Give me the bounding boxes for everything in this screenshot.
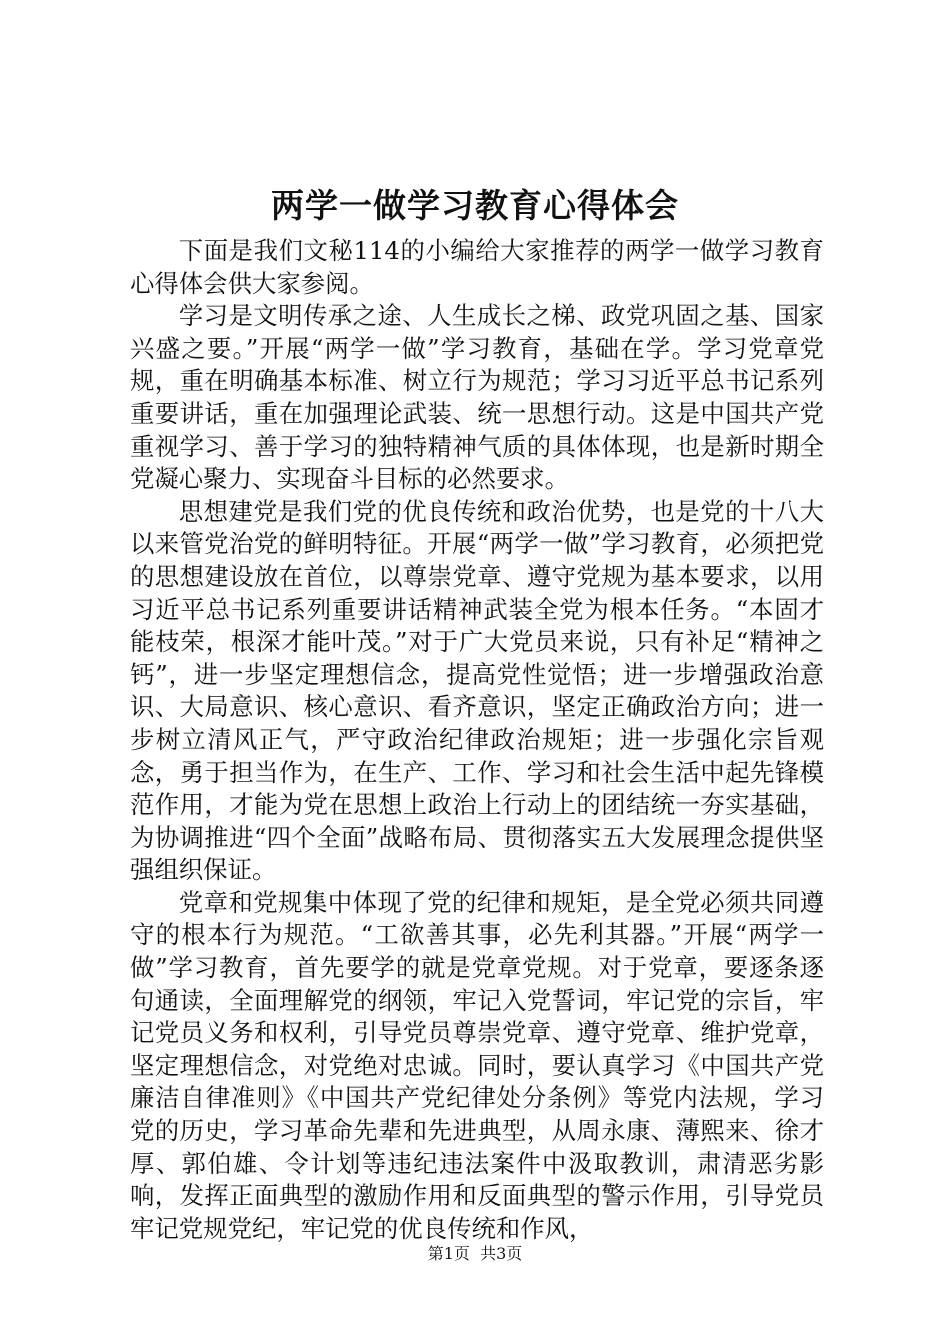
page-total: 共3页: [480, 1244, 523, 1263]
paragraph-party-constitution: 党章和党规集中体现了党的纪律和规矩，是全党必须共同遵守的根本行为规范。“工欲善其事，必先利其器。”开展“两学一做”学习教育，首先要学的就是党章党规。对于党章，要逐条逐句通读，全面理解党的纲领，牢记入党誓词，牢记党的宗旨，牢记党员义务和权利，引导党员尊崇党章、遵守党章、维护党章，坚定理想信念，对党绝对忠诚。同时，要认真学习《中国共产党廉洁自律准则》《中国共产党纪律处分条例》等党内法规，学习党的历史，学习革命先辈和先进典型，从周永康、薄熙来、徐才厚、郭伯雄、令计划等违纪违法案件中汲取教训，肃清恶劣影响，发挥正面典型的激励作用和反面典型的警示作用，引导党员牢记党规党纪，牢记党的优良传统和作风，: [130, 887, 824, 1243]
page-footer: [0, 1243, 950, 1265]
paragraph-study-importance: 学习是文明传承之途、人生成长之梯、政党巩固之基、国家兴盛之要。”开展“两学一做”学习教育，基础在学。学习党章党规，重在明确基本标准、树立行为规范；学习习近平总书记系列重要讲话，重在加强理论武装、统一思想行动。这是中国共产党重视学习、善于学习的独特精神气质的具体体现，也是新时期全党凝心聚力、实现奋斗目标的必然要求。: [130, 301, 824, 494]
footer-separator: [470, 1244, 480, 1263]
document-title: 两学一做学习教育心得体会: [271, 186, 679, 225]
paragraph-ideological-building: 思想建党是我们党的优良传统和政治优势，也是党的十八大以来管党治党的鲜明特征。开展“两学一做”学习教育，必须把党的思想建设放在首位，以尊崇党章、遵守党规为基本要求，以用习近平总书记系列重要讲话精神武装全党为根本任务。“本固才能枝荣，根深才能叶茂。”对于广大党员来说，只有补足“精神之钙”，进一步坚定理想信念，提高党性觉悟；进一步增强政治意识、大局意识、核心意识、看齐意识，坚定正确政治方向；进一步树立清风正气，严守政治纪律政治规矩；进一步强化宗旨观念，勇于担当作为，在生产、工作、学习和社会生活中起先锋模范作用，才能为党在思想上政治上行动上的团结统一夯实基础，为协调推进“四个全面”战略布局、贯彻落实五大发展理念提供坚强组织保证。: [130, 496, 824, 885]
page-number: 第1页: [427, 1244, 470, 1263]
document-body: [130, 235, 824, 1245]
paragraph-intro: 下面是我们文秘114的小编给大家推荐的两学一做学习教育心得体会供大家参阅。: [130, 236, 824, 298]
